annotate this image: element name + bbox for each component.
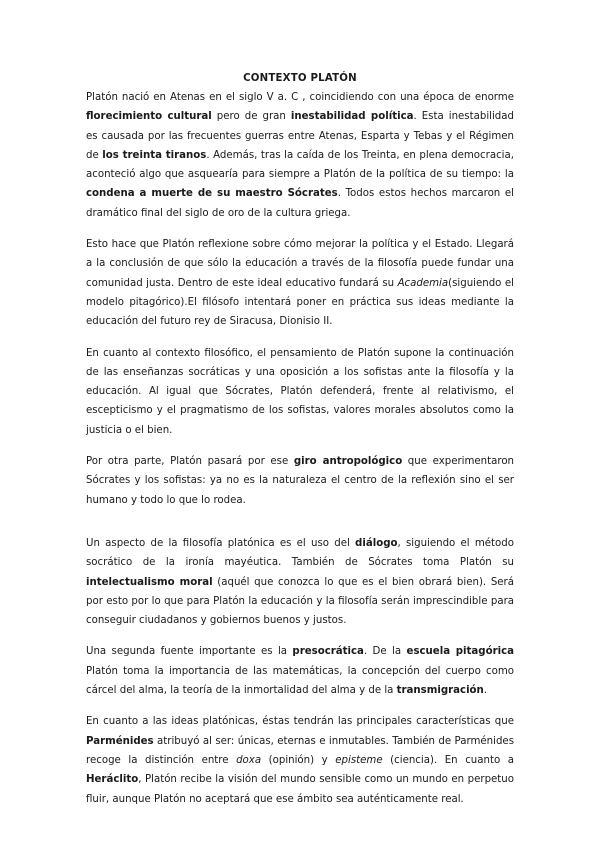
text-run: En cuanto al contexto filosófico, el pensamiento de Platón supone la continuación de las enseñanzas socráticas y una oposición a los sofistas ante la filosofía y la educación. Al igual que Sócrates, Platón defenderá, frente al relativismo, el escepticismo y el pragmatismo de los sofistas, valores morales absolutos como la justicia o el bien. bbox=[86, 347, 514, 436]
emphasis-bold: transmigración bbox=[396, 685, 484, 697]
text-run: atribuyó al ser: únicas, eternas e inmutables. También de Parménides recoge la distinción entre bbox=[86, 735, 514, 766]
emphasis-italic: Academia bbox=[397, 277, 449, 289]
text-run: (siguiendo el modelo pitagórico).El filósofo intentará poner en práctica sus ideas mediante la educación del futuro rey de Siracusa, Dionisio II. bbox=[86, 277, 514, 328]
document-body bbox=[86, 88, 514, 809]
emphasis-bold: Parménides bbox=[86, 735, 154, 747]
text-run: , siguiendo el método socrático de la ironía mayéutica. También de Sócrates toma Platón su bbox=[86, 537, 514, 569]
paragraph-philosophical-context bbox=[86, 344, 514, 440]
emphasis-italic: episteme bbox=[335, 754, 383, 766]
paragraph-presocratic-influence bbox=[86, 642, 514, 700]
text-run: Una segunda fuente importante es la bbox=[86, 646, 293, 658]
document-title: CONTEXTO PLATÓN bbox=[243, 73, 357, 84]
emphasis-italic: doxa bbox=[236, 754, 262, 766]
paragraph-historical-context bbox=[86, 88, 514, 223]
emphasis-bold: giro antropológico bbox=[293, 456, 403, 468]
emphasis-bold: inestabilidad política bbox=[290, 111, 414, 123]
emphasis-bold: los treinta tiranos bbox=[102, 149, 207, 161]
text-run: , Platón recibe la visión del mundo sensible como un mundo en perpetuo fluir, aunque Platón no aceptará que ese ámbito sea auténticamente real. bbox=[86, 774, 514, 805]
text-run: (aquél que conozca lo que es el bien obrará bien). Será por esto por lo que para Platón la educación y la filosofía serán imprescindible para conseguir ciudadanos y gobiernos buenos y justos. bbox=[86, 576, 514, 627]
text-run: Por otra parte, Platón pasará por ese bbox=[86, 456, 294, 468]
emphasis-bold: escuela pitagórica bbox=[406, 646, 515, 658]
text-run: pero de gran bbox=[211, 111, 291, 123]
text-run: Platón nació en Atenas en el siglo V a. C , coincidiendo con una época de enorme bbox=[86, 92, 514, 103]
emphasis-bold: diálogo bbox=[355, 537, 398, 549]
text-run: . bbox=[483, 685, 488, 697]
text-run: . Todos estos hechos marcaron el dramático final del siglo de oro de la cultura griega. bbox=[86, 188, 514, 219]
text-run: En cuanto a las ideas platónicas, éstas tendrán las principales características que bbox=[86, 716, 514, 728]
text-run: . De la bbox=[363, 646, 407, 658]
text-run: (ciencia). En cuanto a bbox=[382, 754, 514, 766]
text-run: . Además, tras la caída de los Treinta, en plena democracia, aconteció algo que asquearía para siempre a Platón de la política de su tiempo: la bbox=[86, 149, 514, 181]
text-run: Platón toma la importancia de las matemáticas, la concepción del cuerpo como cárcel del alma, la teoría de la inmortalidad del alma y de la bbox=[86, 665, 514, 697]
paragraph-political-reflection bbox=[86, 235, 514, 331]
emphasis-bold: presocrática bbox=[292, 646, 364, 658]
text-run: que experimentaron Sócrates y los sofistas: ya no es la naturaleza el centro de la reflexión sino el ser humano y todo lo que lo rodea. bbox=[86, 456, 515, 506]
text-run: (opinión) y bbox=[261, 754, 336, 766]
text-run: Esto hace que Platón reflexione sobre cómo mejorar la política y el Estado. Llegará a la conclusión de que sólo la educación a través de la filosofía puede fundar una comunidad justa. Dentro de este ideal educativo fundará su bbox=[86, 239, 514, 289]
text-run: . Esta inestabilidad es causada por las frecuentes guerras entre Atenas, Esparta y Tebas y el Régimen de bbox=[86, 111, 514, 161]
paragraph-parmenides-heraclitus bbox=[86, 712, 514, 808]
paragraph-socratic-influence bbox=[86, 534, 514, 630]
emphasis-bold: Heráclito bbox=[86, 774, 139, 786]
emphasis-bold: condena a muerte de su maestro Sócrates bbox=[86, 188, 338, 200]
emphasis-bold: florecimiento cultural bbox=[86, 111, 212, 123]
emphasis-bold: intelectualismo moral bbox=[86, 576, 213, 588]
text-run: Un aspecto de la filosofía platónica es el uso del bbox=[86, 537, 356, 549]
paragraph-anthropological-turn bbox=[86, 452, 514, 510]
